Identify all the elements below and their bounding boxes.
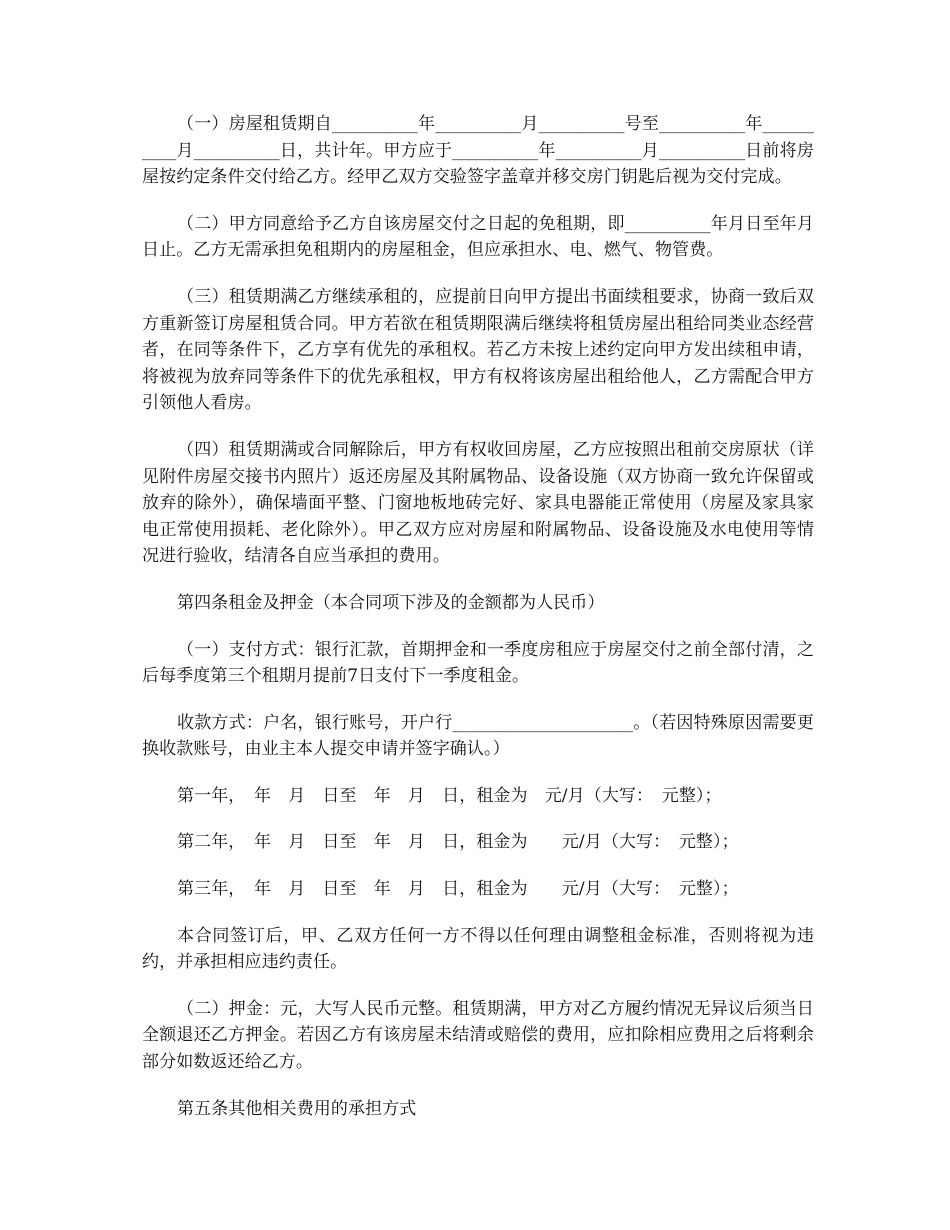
clause-rent-adjustment: 本合同签订后，甲、乙双方任何一方不得以任何理由调整租金标准，否则将视为违约，并承担相应违约责任。	[142, 925, 814, 973]
clause-property-return: （四）租赁期满或合同解除后，甲方有权收回房屋，乙方应按照出租前交房原状（详见附件房屋交接书内照片）返还房屋及其附属物品、设备设施（双方协商一致允许保留或放弃的除外），确保墙面平整、门窗地板地砖完好、家具电器能正常使用（房屋及家具家电正常使用损耗、老化除外）。甲乙双方应对房屋和附属物品、设备设施及水电使用等情况进行验收，结清各自应当承担的费用。	[142, 439, 814, 567]
clause-rent-free-period: （二）甲方同意给予乙方自该房屋交付之日起的免租期，即__________年月日至年月日止。乙方无需承担免租期内的房屋租金，但应承担水、电、燃气、物管费。	[142, 213, 814, 261]
clause-deposit: （二）押金：元，大写人民币元整。租赁期满，甲方对乙方履约情况无异议后须当日全额退还乙方押金。若因乙方有该房屋未结清或赔偿的费用，应扣除相应费用之后将剩余部分如数返还给乙方。	[142, 998, 814, 1073]
rent-year-two: 第二年， 年 月 日至 年 月 日，租金为 元/月（大写： 元整）；	[177, 832, 739, 853]
rent-year-three: 第三年， 年 月 日至 年 月 日，租金为 元/月（大写： 元整）；	[177, 879, 739, 900]
article-four-heading: 第四条租金及押金（本合同项下涉及的金额都为人民币）	[177, 592, 605, 613]
clause-receiving-account: 收款方式：户名，银行账号，开户行_____________________。（若因特殊原因需要更换收款账号，由业主本人提交申请并签字确认。）	[142, 712, 814, 760]
document-body	[142, 111, 814, 1142]
article-five-heading: 第五条其他相关费用的承担方式	[177, 1098, 417, 1119]
clause-payment-method: （一）支付方式：银行汇款，首期押金和一季度房租应于房屋交付之前全部付清，之后每季度第三个租期月提前7日支付下一季度租金。	[142, 639, 814, 687]
clause-lease-renewal: （三）租赁期满乙方继续承租的，应提前日向甲方提出书面续租要求，协商一致后双方重新签订房屋租赁合同。甲方若欲在租赁期限满后继续将租赁房屋出租给同类业态经营者，在同等条件下，乙方享有优先的承租权。若乙方未按上述约定向甲方发出续租申请，将被视为放弃同等条件下的优先承租权，甲方有权将该房屋出租给他人，乙方需配合甲方引领他人看房。	[142, 286, 814, 414]
rent-year-one: 第一年， 年 月 日至 年 月 日，租金为 元/月（大写： 元整）；	[177, 785, 722, 806]
clause-lease-term: （一）房屋租赁期自__________年__________月__________号至__________年__________月__________日，共计年。甲方应于__________年__________月__________日前将房屋按约定条件交付给乙方。经甲乙双方交验签字盖章并移交房门钥匙后视为交付完成。	[142, 114, 814, 188]
